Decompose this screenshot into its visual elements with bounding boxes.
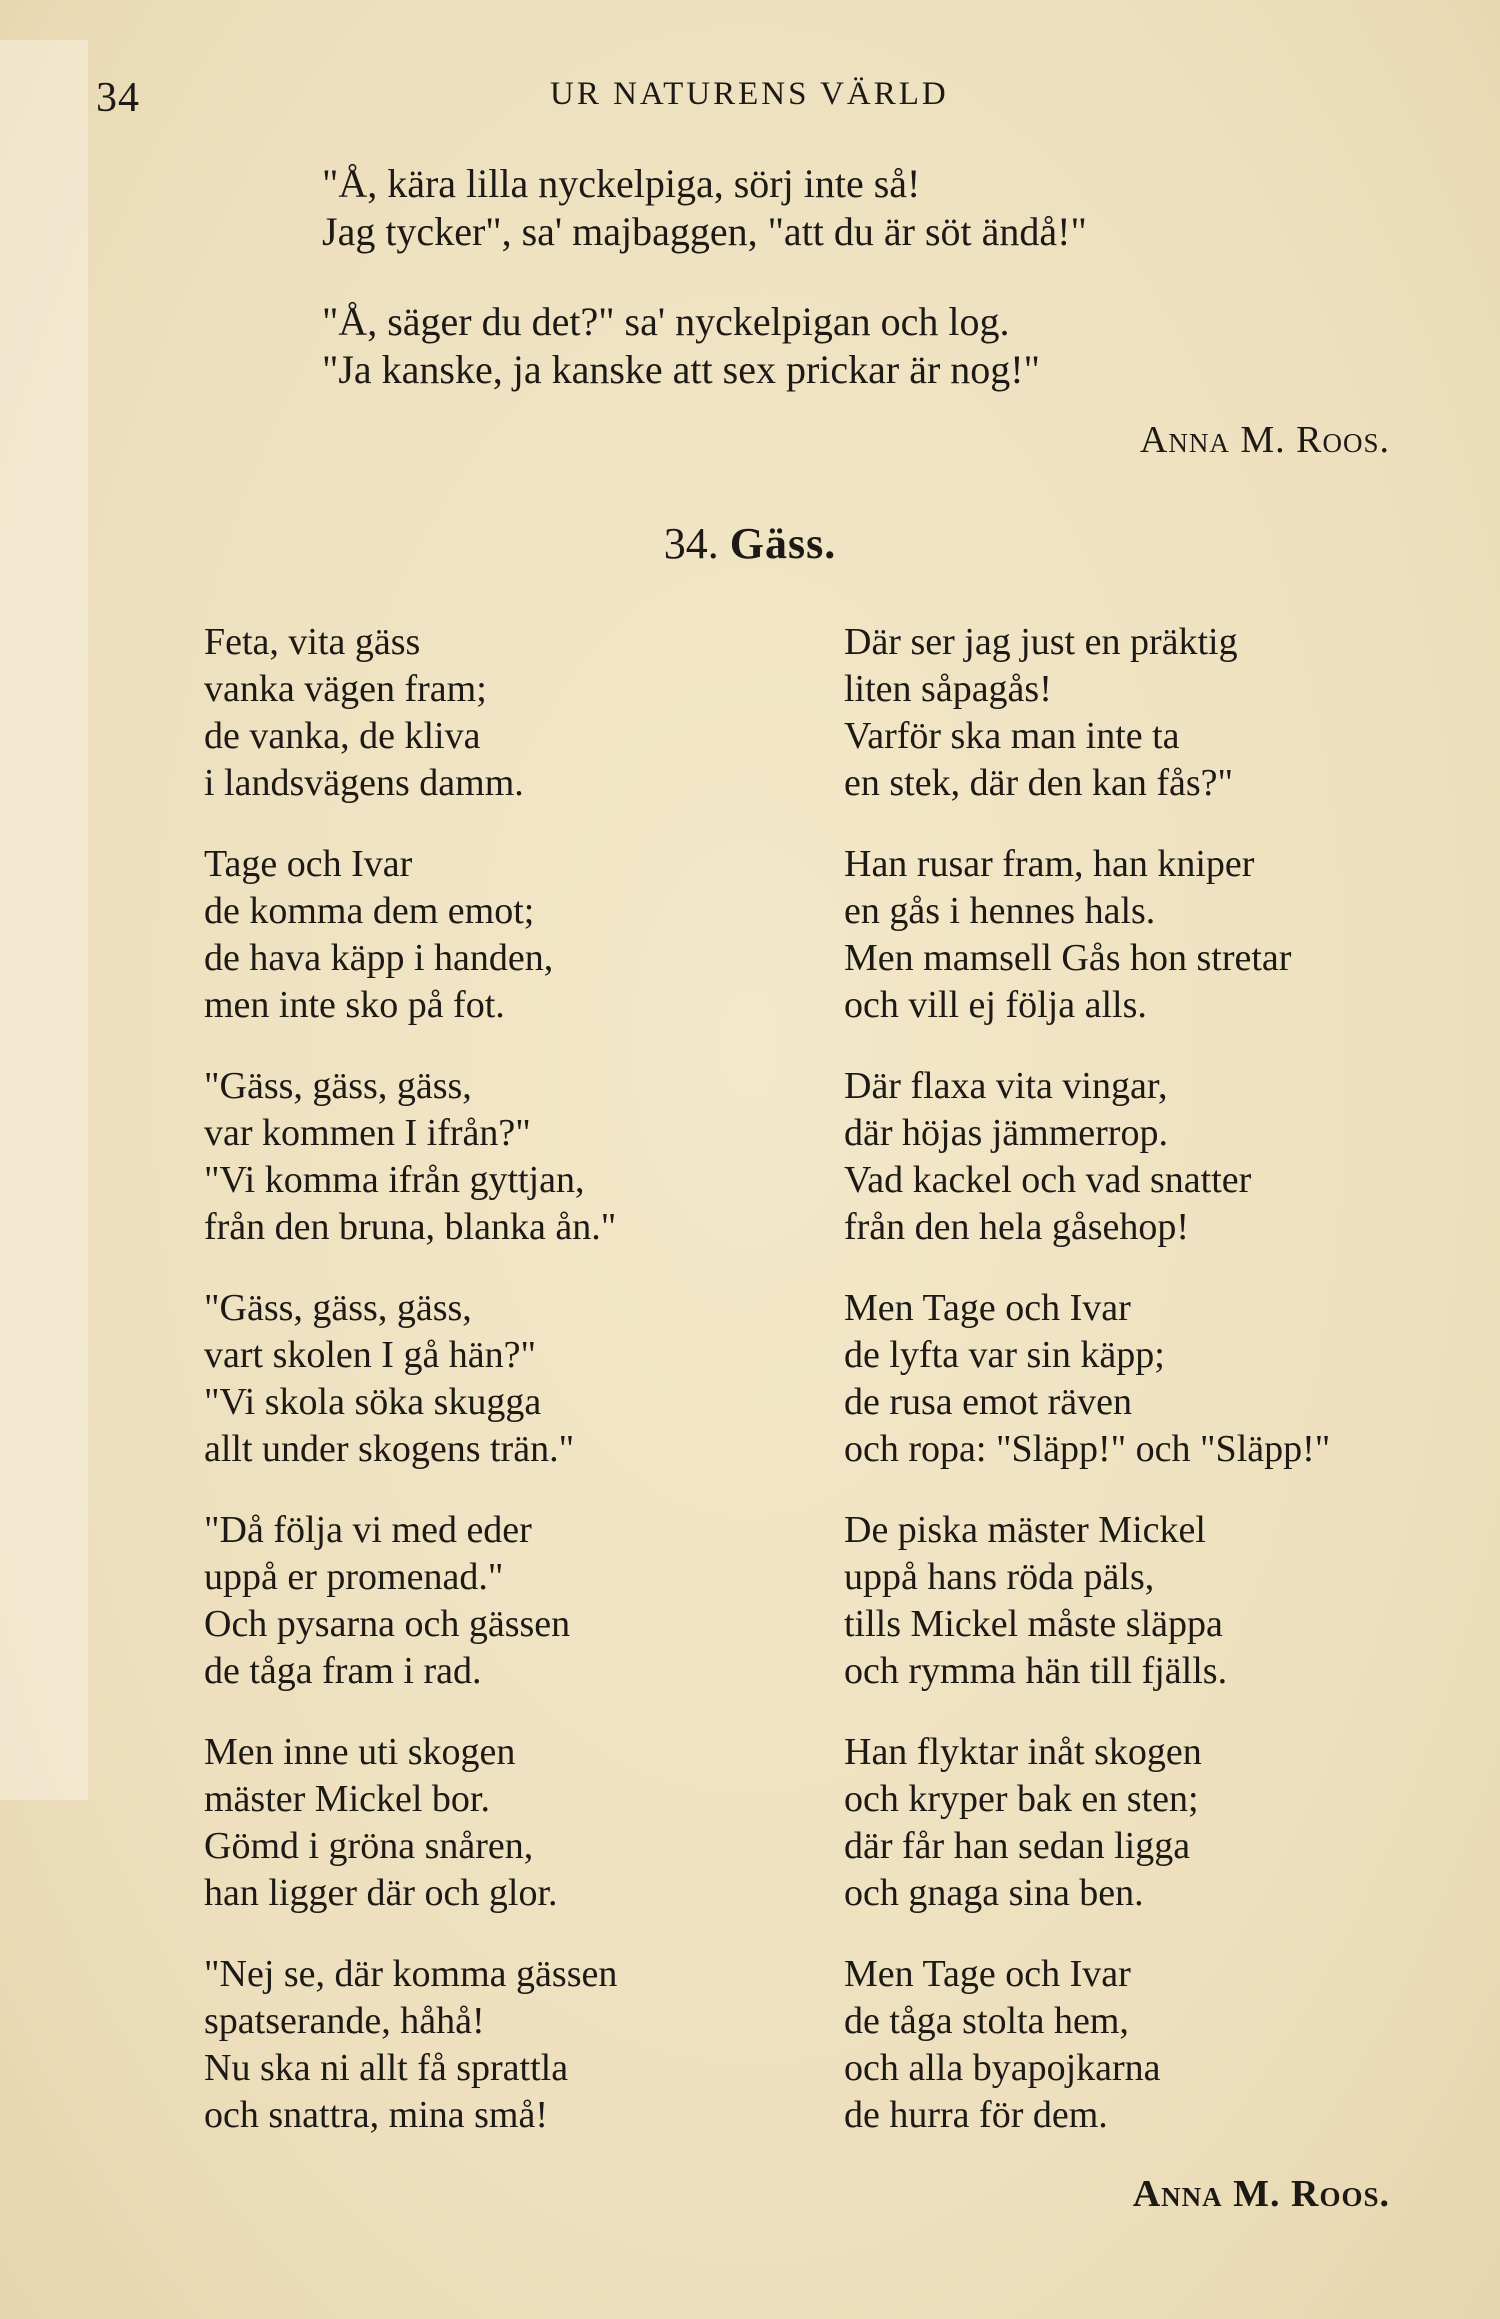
verse-line: Vad kackel och vad snatter <box>844 1159 1252 1201</box>
verse-line: Tage och Ivar <box>204 843 413 885</box>
stanza <box>204 1729 824 1917</box>
running-title: UR NATURENS VÄRLD <box>550 76 949 112</box>
verse-line: allt under skogens trän." <box>204 1428 575 1470</box>
poem-left-column <box>204 619 824 2173</box>
verse-line: och ropa: "Släpp!" och "Släpp!" <box>844 1428 1331 1470</box>
verse-line: de hurra för dem. <box>844 2094 1108 2136</box>
verse-line: vanka vägen fram; <box>204 668 487 710</box>
verse-line: mäster Mickel bor. <box>204 1778 490 1820</box>
verse-line: och kryper bak en sten; <box>844 1778 1199 1820</box>
verse-line: "Då följa vi med eder <box>204 1509 532 1551</box>
verse-line: Där ser jag just en präktig <box>844 621 1238 663</box>
verse-line: de vanka, de kliva <box>204 715 481 757</box>
verse-line: var kommen I ifrån?" <box>204 1112 531 1154</box>
verse-line: De piska mäster Mickel <box>844 1509 1206 1551</box>
verse-line: de hava käpp i handen, <box>204 937 554 979</box>
verse-line: han ligger där och glor. <box>204 1872 558 1914</box>
verse-line: "Vi skola söka skugga <box>204 1381 542 1423</box>
verse-line: liten såpagås! <box>844 668 1052 710</box>
verse-line: vart skolen I gå hän?" <box>204 1334 537 1376</box>
verse-line: från den hela gåsehop! <box>844 1206 1190 1248</box>
verse-line: och alla byapojkarna <box>844 2047 1161 2089</box>
verse-line: uppå er promenad." <box>204 1556 504 1598</box>
verse-line: Men Tage och Ivar <box>844 1953 1131 1995</box>
verse-line: och rymma hän till fjälls. <box>844 1650 1228 1692</box>
stanza <box>844 1729 1494 1917</box>
stanza <box>204 1507 824 1695</box>
verse-line: "Gäss, gäss, gäss, <box>204 1287 472 1329</box>
verse-line: Men inne uti skogen <box>204 1731 516 1773</box>
stanza <box>204 1951 824 2139</box>
verse-line: spatserande, håhå! <box>204 2000 485 2042</box>
verse-line: och vill ej följa alls. <box>844 984 1147 1026</box>
intro-verse: "Å, säger du det?" sa' nyckelpigan och log. <box>322 299 1010 344</box>
poem-number: 34. <box>663 519 719 568</box>
verse-line: de komma dem emot; <box>204 890 535 932</box>
page-edge-shading <box>0 40 88 1800</box>
verse-line: och snattra, mina små! <box>204 2094 549 2136</box>
stanza <box>204 841 824 1029</box>
verse-line: Men Tage och Ivar <box>844 1287 1131 1329</box>
intro-poem-ending <box>322 160 1422 394</box>
verse-line: Varför ska man inte ta <box>844 715 1180 757</box>
page-number: 34 <box>96 75 140 121</box>
verse-line: tills Mickel måste släppa <box>844 1603 1223 1645</box>
verse-line: "Nej se, där komma gässen <box>204 1953 618 1995</box>
stanza <box>844 619 1494 807</box>
poem-heading <box>0 518 1500 569</box>
verse-line: de rusa emot räven <box>844 1381 1133 1423</box>
stanza <box>204 1285 824 1473</box>
verse-line: "Gäss, gäss, gäss, <box>204 1065 472 1107</box>
intro-verse: Jag tycker", sa' majbaggen, "att du är söt ändå!" <box>322 209 1087 254</box>
verse-line: men inte sko på fot. <box>204 984 505 1026</box>
stanza <box>204 619 824 807</box>
verse-line: Feta, vita gäss <box>204 621 421 663</box>
intro-verse: "Ja kanske, ja kanske att sex prickar är nog!" <box>322 347 1040 392</box>
verse-line: och gnaga sina ben. <box>844 1872 1144 1914</box>
verse-line: Gömd i gröna snåren, <box>204 1825 534 1867</box>
verse-line: de lyfta var sin käpp; <box>844 1334 1165 1376</box>
verse-line: från den bruna, blanka ån." <box>204 1206 617 1248</box>
verse-line: Han rusar fram, han kniper <box>844 843 1255 885</box>
poem-author-signature: Anna M. Roos. <box>1132 2173 1390 2215</box>
stanza <box>844 1063 1494 1251</box>
verse-line: en stek, där den kan fås?" <box>844 762 1234 804</box>
intro-author-signature: Anna M. Roos. <box>1139 419 1390 461</box>
verse-line: de tåga fram i rad. <box>204 1650 482 1692</box>
verse-line: där höjas jämmerrop. <box>844 1112 1168 1154</box>
verse-line: Han flyktar inåt skogen <box>844 1731 1202 1773</box>
verse-line: "Vi komma ifrån gyttjan, <box>204 1159 585 1201</box>
verse-line: uppå hans röda päls, <box>844 1556 1155 1598</box>
verse-line: en gås i hennes hals. <box>844 890 1156 932</box>
verse-line: Där flaxa vita vingar, <box>844 1065 1168 1107</box>
verse-line: där får han sedan ligga <box>844 1825 1191 1867</box>
poem-title: Gäss. <box>729 519 837 568</box>
verse-line: de tåga stolta hem, <box>844 2000 1129 2042</box>
intro-verse: "Å, kära lilla nyckelpiga, sörj inte så! <box>322 161 921 206</box>
verse-line: Och pysarna och gässen <box>204 1603 571 1645</box>
stanza <box>844 841 1494 1029</box>
verse-line: Men mamsell Gås hon stretar <box>844 937 1292 979</box>
stanza <box>844 1285 1494 1473</box>
verse-line: i landsvägens damm. <box>204 762 524 804</box>
verse-line: Nu ska ni allt få sprattla <box>204 2047 569 2089</box>
poem-right-column <box>844 619 1494 2173</box>
stanza <box>844 1951 1494 2139</box>
stanza <box>844 1507 1494 1695</box>
stanza <box>204 1063 824 1251</box>
